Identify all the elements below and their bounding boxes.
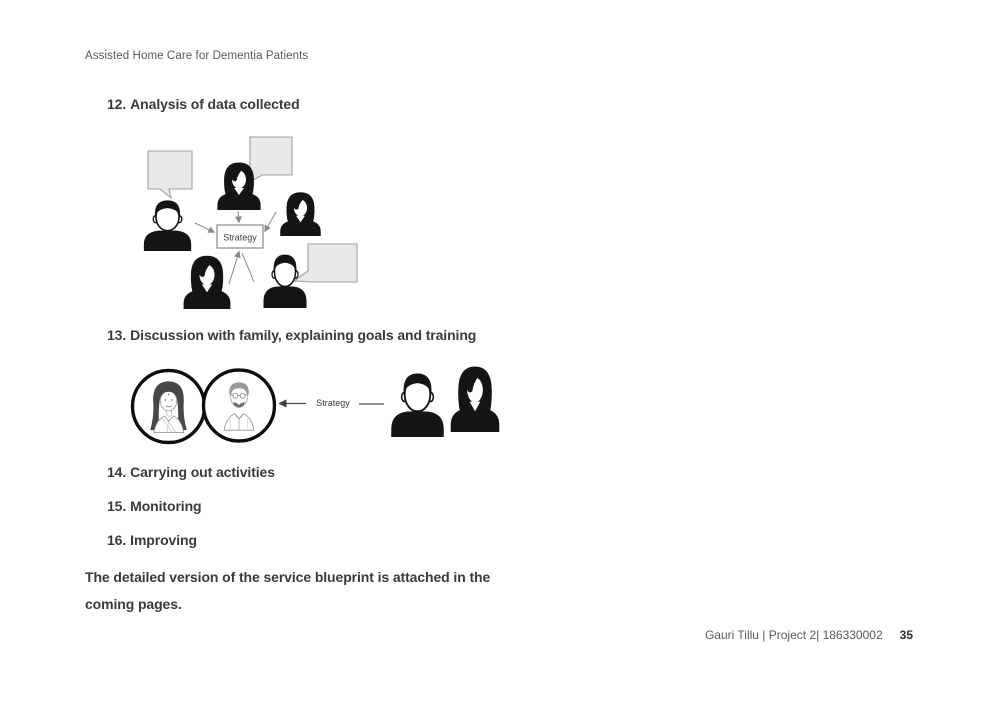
team-strategy-figure — [135, 130, 365, 315]
list-item-14 — [107, 464, 275, 481]
speech-bubble-icon — [294, 244, 357, 282]
list-item-label: Analysis of data collected — [130, 96, 300, 112]
male-person-icon — [144, 200, 191, 251]
list-item-number: 12. — [107, 96, 127, 112]
list-item-number: 14. — [107, 464, 127, 480]
page-footer — [705, 628, 913, 642]
running-header: Assisted Home Care for Dementia Patients — [85, 50, 309, 62]
female-person-icon — [184, 256, 231, 309]
arrow-icon — [265, 212, 276, 231]
list-item-label: Improving — [130, 532, 197, 548]
arrow-icon — [229, 252, 239, 284]
arrow-icon — [238, 211, 239, 222]
list-item-label: Carrying out activities — [130, 464, 275, 480]
list-item-12 — [107, 96, 300, 113]
female-person-icon — [280, 192, 321, 236]
arrow-line — [242, 253, 254, 282]
female-person-icon — [451, 366, 500, 432]
page-number: 35 — [899, 628, 913, 642]
list-item-label: Monitoring — [130, 498, 202, 514]
list-item-15 — [107, 498, 201, 515]
body-paragraph — [85, 564, 490, 618]
list-item-13 — [107, 327, 476, 344]
strategy-box-label: Strategy — [223, 232, 257, 243]
speech-bubble-icon — [148, 151, 192, 198]
list-item-number: 15. — [107, 498, 127, 514]
footer-credit: Gauri Tillu | Project 2| 186330002 — [704, 628, 883, 642]
male-person-icon — [391, 374, 443, 437]
list-item-16 — [107, 532, 197, 549]
arrow-icon — [195, 223, 214, 232]
list-item-number: 16. — [107, 532, 127, 548]
strategy-label: Strategy — [316, 398, 350, 408]
family-discussion-figure — [125, 358, 510, 448]
woman-portrait-icon — [150, 381, 187, 432]
list-item-number: 13. — [107, 327, 127, 343]
speech-bubble-icon — [248, 137, 292, 183]
paragraph-line: The detailed version of the service blueprint is attached in the — [85, 569, 491, 585]
paragraph-line: coming pages. — [85, 596, 182, 612]
list-item-label: Discussion with family, explaining goals and training — [130, 327, 477, 343]
